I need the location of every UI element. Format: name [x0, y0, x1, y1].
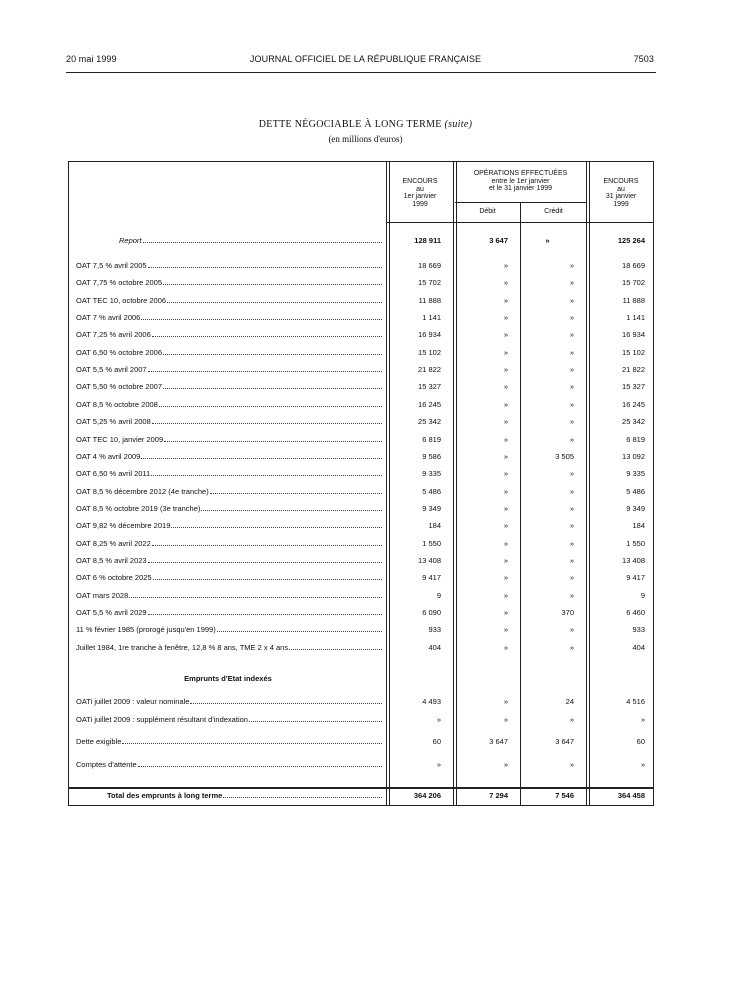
- cell-encours-debut: 15 327: [418, 382, 441, 391]
- cell-encours-fin: 125 264: [617, 236, 645, 245]
- col-encours-debut: [387, 178, 453, 208]
- cell-encours-debut: 184: [428, 521, 441, 530]
- cell-encours-fin: »: [640, 760, 645, 769]
- row-label-text: Report: [119, 236, 142, 245]
- cell-debit: 3 647: [489, 236, 508, 245]
- leader-dots: [164, 441, 382, 442]
- bond-row: [69, 330, 655, 342]
- cell-credit: »: [569, 348, 574, 357]
- leader-dots: [163, 284, 382, 285]
- row-label-text: OAT TEC 10, janvier 2009: [76, 435, 164, 444]
- col-operations: [455, 170, 586, 193]
- bond-row: [69, 382, 655, 394]
- cell-credit: »: [569, 625, 574, 634]
- cell-credit: 24: [565, 697, 574, 706]
- cell-encours-fin: 15 327: [622, 382, 645, 391]
- cell-debit: »: [503, 382, 508, 391]
- leader-dots: [152, 545, 382, 546]
- row-label: [76, 573, 382, 582]
- cell-credit: »: [569, 261, 574, 270]
- row-label: [76, 487, 382, 496]
- cell-debit: »: [503, 469, 508, 478]
- col-label: au: [617, 185, 625, 193]
- bond-row: [69, 348, 655, 360]
- header-rule: [66, 72, 656, 73]
- cell-credit: »: [569, 556, 574, 565]
- cell-encours-fin: 11 888: [622, 296, 645, 305]
- cell-encours-fin: 18 669: [622, 261, 645, 270]
- cell-encours-debut: 6 090: [422, 608, 441, 617]
- cell-debit: »: [503, 487, 508, 496]
- col-label: 1999: [412, 200, 428, 208]
- row-label-text: Juillet 1984, 1re tranche à fenêtre, 12,8 % 8 ans, TME 2 x 4 ans: [76, 643, 289, 652]
- bond-row: [69, 573, 655, 585]
- cell-encours-fin: 9 417: [626, 573, 645, 582]
- cell-encours-debut: 18 669: [418, 261, 441, 270]
- title-suite: (suite): [444, 119, 473, 130]
- cell-encours-debut: 16 245: [418, 400, 441, 409]
- leader-dots: [152, 336, 382, 337]
- cell-encours-debut: 9 335: [422, 469, 441, 478]
- row-label: [76, 539, 382, 548]
- cell-encours-debut: 1 550: [422, 539, 441, 548]
- cell-credit: »: [569, 573, 574, 582]
- cell-credit: »: [569, 417, 574, 426]
- cell-credit: »: [569, 382, 574, 391]
- cell-credit: »: [569, 715, 574, 724]
- cell-credit: »: [569, 487, 574, 496]
- row-label-text: OAT 6,50 % octobre 2006: [76, 348, 163, 357]
- row-label: [76, 737, 382, 746]
- row-label-text: OAT 8,5 % avril 2023: [76, 556, 147, 565]
- cell-encours-fin: 21 822: [622, 365, 645, 374]
- report-row: [69, 236, 655, 248]
- cell-credit: 3 505: [555, 452, 574, 461]
- cell-debit: »: [503, 417, 508, 426]
- cell-encours-debut: 13 408: [418, 556, 441, 565]
- cell-encours-debut: 21 822: [418, 365, 441, 374]
- row-label: [76, 278, 382, 287]
- cell-credit: »: [569, 591, 574, 600]
- row-label: [76, 365, 382, 374]
- leader-dots: [190, 703, 382, 704]
- bond-row: [69, 608, 655, 620]
- row-label: [76, 296, 382, 305]
- indexed-row: [69, 715, 655, 727]
- bond-row: [69, 400, 655, 412]
- leader-dots: [249, 721, 382, 722]
- cell-encours-fin: 1 550: [626, 539, 645, 548]
- cell-debit: »: [503, 697, 508, 706]
- cell-debit: »: [503, 521, 508, 530]
- cell-encours-fin: 9 349: [626, 504, 645, 513]
- bond-row: [69, 625, 655, 637]
- title-text: DETTE NÉGOCIABLE À LONG TERME: [258, 119, 442, 130]
- cell-credit: »: [569, 330, 574, 339]
- row-label-text: OAT 7,5 % avril 2005: [76, 261, 147, 270]
- cell-encours-debut: 9 417: [422, 573, 441, 582]
- cell-encours-fin: 15 102: [622, 348, 645, 357]
- cell-credit: »: [569, 278, 574, 287]
- leader-dots: [143, 242, 382, 243]
- bond-row: [69, 504, 655, 516]
- bond-row: [69, 452, 655, 464]
- cell-credit: »: [569, 504, 574, 513]
- leader-dots: [153, 579, 382, 580]
- cell-encours-debut: 9: [436, 591, 441, 600]
- cell-credit: »: [569, 539, 574, 548]
- cell-encours-fin: 4 516: [626, 697, 645, 706]
- leader-dots: [217, 631, 382, 632]
- cell-encours-fin: 364 458: [617, 791, 645, 800]
- cell-debit: »: [503, 435, 508, 444]
- cell-debit: 7 294: [489, 791, 508, 800]
- col-label: ENCOURS: [603, 178, 639, 185]
- row-label: [76, 348, 382, 357]
- cell-debit: »: [503, 608, 508, 617]
- row-label: [76, 313, 382, 322]
- leader-dots: [141, 458, 382, 459]
- cell-credit: »: [569, 296, 574, 305]
- row-label: [119, 236, 382, 245]
- row-label: [76, 452, 382, 461]
- leader-dots: [223, 797, 382, 798]
- cell-encours-debut: 15 702: [418, 278, 441, 287]
- row-label-text: 11 % février 1985 (prorogé jusqu'en 1999): [76, 625, 216, 634]
- row-label-text: OAT 5,5 % avril 2029: [76, 608, 147, 617]
- row-label: [76, 715, 382, 724]
- total-row: [69, 791, 655, 803]
- row-label: [76, 435, 382, 444]
- row-label-text: OAT 7 % avril 2006: [76, 313, 141, 322]
- cell-encours-fin: 404: [632, 643, 645, 652]
- col-label: entre le 1er janvier: [491, 177, 550, 185]
- header-rule-bottom: [386, 222, 654, 223]
- row-label: [76, 697, 382, 706]
- total-rule: [69, 787, 654, 789]
- header-page-number: 7503: [633, 54, 654, 64]
- row-label-text: OAT 7,75 % octobre 2005: [76, 278, 163, 287]
- row-label-text: OAT 5,5 % avril 2007: [76, 365, 147, 374]
- cell-encours-fin: 15 702: [622, 278, 645, 287]
- leader-dots: [141, 319, 382, 320]
- bond-row: [69, 365, 655, 377]
- leader-dots: [152, 423, 382, 424]
- bond-row: [69, 521, 655, 533]
- cell-credit: 370: [561, 608, 574, 617]
- cell-debit: »: [503, 573, 508, 582]
- cell-debit: »: [503, 715, 508, 724]
- cell-encours-fin: 1 141: [626, 313, 645, 322]
- col-credit: Crédit: [544, 208, 563, 215]
- cell-debit: »: [503, 556, 508, 565]
- row-label-text: OAT 6 % octobre 2025: [76, 573, 152, 582]
- leader-dots: [167, 302, 382, 303]
- row-label-text: Total des emprunts à long terme: [107, 791, 223, 800]
- cell-debit: »: [503, 452, 508, 461]
- leader-dots: [122, 743, 382, 744]
- cell-encours-debut: 60: [432, 737, 441, 746]
- row-label-text: OAT TEC 10, octobre 2006: [76, 296, 167, 305]
- col-label: au: [416, 185, 424, 193]
- leader-dots: [151, 475, 382, 476]
- cell-encours-fin: 25 342: [622, 417, 645, 426]
- row-label: [76, 330, 382, 339]
- cell-debit: 3 647: [489, 737, 508, 746]
- leader-dots: [148, 614, 382, 615]
- cell-credit: »: [569, 400, 574, 409]
- row-label: [76, 261, 382, 270]
- cell-encours-fin: 13 092: [622, 452, 645, 461]
- row-label: [76, 469, 382, 478]
- cell-credit: »: [569, 760, 574, 769]
- row-label-text: OAT mars 2028: [76, 591, 129, 600]
- bond-row: [69, 261, 655, 273]
- cell-encours-debut: 25 342: [418, 417, 441, 426]
- cell-encours-fin: 9: [640, 591, 645, 600]
- bond-row: [69, 469, 655, 481]
- debt-table: [68, 161, 654, 806]
- header-date: 20 mai 1999: [66, 54, 117, 64]
- cell-encours-fin: 184: [632, 521, 645, 530]
- row-label-text: OAT 4 % avril 2009: [76, 452, 141, 461]
- leader-dots: [289, 649, 382, 650]
- row-label: [76, 643, 382, 652]
- cell-encours-debut: 933: [428, 625, 441, 634]
- cell-encours-debut: »: [436, 715, 441, 724]
- bond-row: [69, 313, 655, 325]
- row-label-text: OAT 8,5 % décembre 2012 (4e tranche): [76, 487, 209, 496]
- cell-credit: »: [569, 521, 574, 530]
- header-rule-inner: [455, 202, 586, 203]
- cell-encours-debut: 364 206: [413, 791, 441, 800]
- row-label-text: OAT 8,5 % octobre 2019 (3e tranche): [76, 504, 201, 513]
- leader-dots: [129, 597, 382, 598]
- cell-credit: »: [569, 435, 574, 444]
- cell-credit: »: [569, 643, 574, 652]
- row-label: [76, 625, 382, 634]
- leader-dots: [171, 527, 382, 528]
- leader-dots: [210, 493, 382, 494]
- cell-encours-fin: 16 934: [622, 330, 645, 339]
- row-label-text: OAT 5,50 % octobre 2007: [76, 382, 163, 391]
- cell-encours-debut: 128 911: [414, 236, 441, 245]
- leader-dots: [159, 406, 382, 407]
- cell-encours-debut: 9 349: [422, 504, 441, 513]
- row-label-text: Comptes d'attente: [76, 760, 137, 769]
- cell-credit: 3 647: [555, 737, 574, 746]
- cell-debit: »: [503, 539, 508, 548]
- cell-debit: »: [503, 400, 508, 409]
- cell-encours-debut: 1 141: [422, 313, 441, 322]
- row-label: [76, 504, 382, 513]
- cell-debit: »: [503, 278, 508, 287]
- row-label-text: OAT 7,25 % avril 2006: [76, 330, 151, 339]
- bond-row: [69, 435, 655, 447]
- row-label: [76, 591, 382, 600]
- dette-exigible-row: [69, 737, 655, 749]
- col-label: 31 janvier: [605, 193, 637, 200]
- leader-dots: [148, 562, 382, 563]
- cell-encours-debut: 15 102: [418, 348, 441, 357]
- row-label: [107, 791, 382, 800]
- row-label: [76, 417, 382, 426]
- cell-credit: 7 546: [555, 791, 574, 800]
- col-label: et le 31 janvier 1999: [488, 185, 553, 192]
- cell-credit: »: [569, 469, 574, 478]
- cell-encours-fin: 6 460: [626, 608, 645, 617]
- col-label: OPÉRATIONS EFFECTUÉES: [473, 170, 568, 177]
- col-label: 1er janvier: [403, 193, 437, 200]
- cell-debit: »: [503, 643, 508, 652]
- cell-credit: »: [569, 313, 574, 322]
- col-label: 1999: [613, 200, 629, 208]
- cell-debit: »: [503, 591, 508, 600]
- cell-debit: »: [503, 365, 508, 374]
- bond-row: [69, 417, 655, 429]
- cell-encours-fin: 60: [636, 737, 645, 746]
- row-label-text: OAT 5,25 % avril 2008: [76, 417, 151, 426]
- cell-encours-fin: 9 335: [626, 469, 645, 478]
- row-label-text: OAT 8,5 % octobre 2008: [76, 400, 158, 409]
- cell-debit: »: [503, 504, 508, 513]
- cell-encours-fin: 6 819: [626, 435, 645, 444]
- cell-encours-debut: 11 888: [418, 296, 441, 305]
- cell-encours-debut: 6 819: [422, 435, 441, 444]
- comptes-attente-row: [69, 760, 655, 772]
- cell-encours-debut: 5 486: [422, 487, 441, 496]
- cell-encours-fin: »: [640, 715, 645, 724]
- col-debit: Débit: [479, 208, 496, 215]
- col-label: ENCOURS: [402, 178, 438, 185]
- row-label-text: OATi juillet 2009 : valeur nominale: [76, 697, 190, 706]
- row-label: [76, 608, 382, 617]
- row-label-text: OAT 8,25 % avril 2022: [76, 539, 151, 548]
- bond-row: [69, 487, 655, 499]
- bond-row: [69, 591, 655, 603]
- row-label-text: OAT 6,50 % avril 2011: [76, 469, 151, 478]
- row-label: [76, 521, 382, 530]
- bond-row: [69, 278, 655, 290]
- cell-encours-fin: 13 408: [622, 556, 645, 565]
- cell-debit: »: [503, 348, 508, 357]
- cell-encours-debut: 16 934: [418, 330, 441, 339]
- bond-row: [69, 539, 655, 551]
- row-label: [76, 556, 382, 565]
- cell-credit: »: [569, 365, 574, 374]
- leader-dots: [138, 766, 382, 767]
- leader-dots: [163, 354, 382, 355]
- leader-dots: [163, 388, 382, 389]
- bond-row: [69, 643, 655, 655]
- cell-encours-fin: 933: [632, 625, 645, 634]
- leader-dots: [201, 510, 382, 511]
- bond-row: [69, 296, 655, 308]
- row-label-text: OAT 9,82 % décembre 2019: [76, 521, 171, 530]
- cell-debit: »: [503, 261, 508, 270]
- row-label-text: Dette exigible: [76, 737, 122, 746]
- cell-encours-debut: 404: [428, 643, 441, 652]
- cell-debit: »: [503, 760, 508, 769]
- row-label: [76, 382, 382, 391]
- cell-encours-debut: »: [436, 760, 441, 769]
- cell-encours-debut: 4 493: [422, 697, 441, 706]
- indexed-row: [69, 697, 655, 709]
- cell-encours-fin: 5 486: [626, 487, 645, 496]
- leader-dots: [148, 371, 382, 372]
- leader-dots: [148, 267, 382, 268]
- bond-row: [69, 556, 655, 568]
- section-indexed-title: Emprunts d'Etat indexés: [184, 674, 272, 683]
- cell-debit: »: [503, 625, 508, 634]
- cell-credit: »: [545, 236, 550, 245]
- cell-debit: »: [503, 296, 508, 305]
- cell-debit: »: [503, 313, 508, 322]
- cell-debit: »: [503, 330, 508, 339]
- table-subtitle: (en millions d'euros): [328, 134, 403, 144]
- row-label: [76, 400, 382, 409]
- cell-encours-fin: 16 245: [622, 400, 645, 409]
- table-title: [0, 119, 731, 130]
- cell-encours-debut: 9 586: [422, 452, 441, 461]
- row-label-text: OATi juillet 2009 : supplément résultant d'indexation: [76, 715, 248, 724]
- row-label: [76, 760, 382, 769]
- col-encours-fin: [588, 178, 654, 208]
- header-journal-title: JOURNAL OFFICIEL DE LA RÉPUBLIQUE FRANÇAISE: [249, 54, 482, 64]
